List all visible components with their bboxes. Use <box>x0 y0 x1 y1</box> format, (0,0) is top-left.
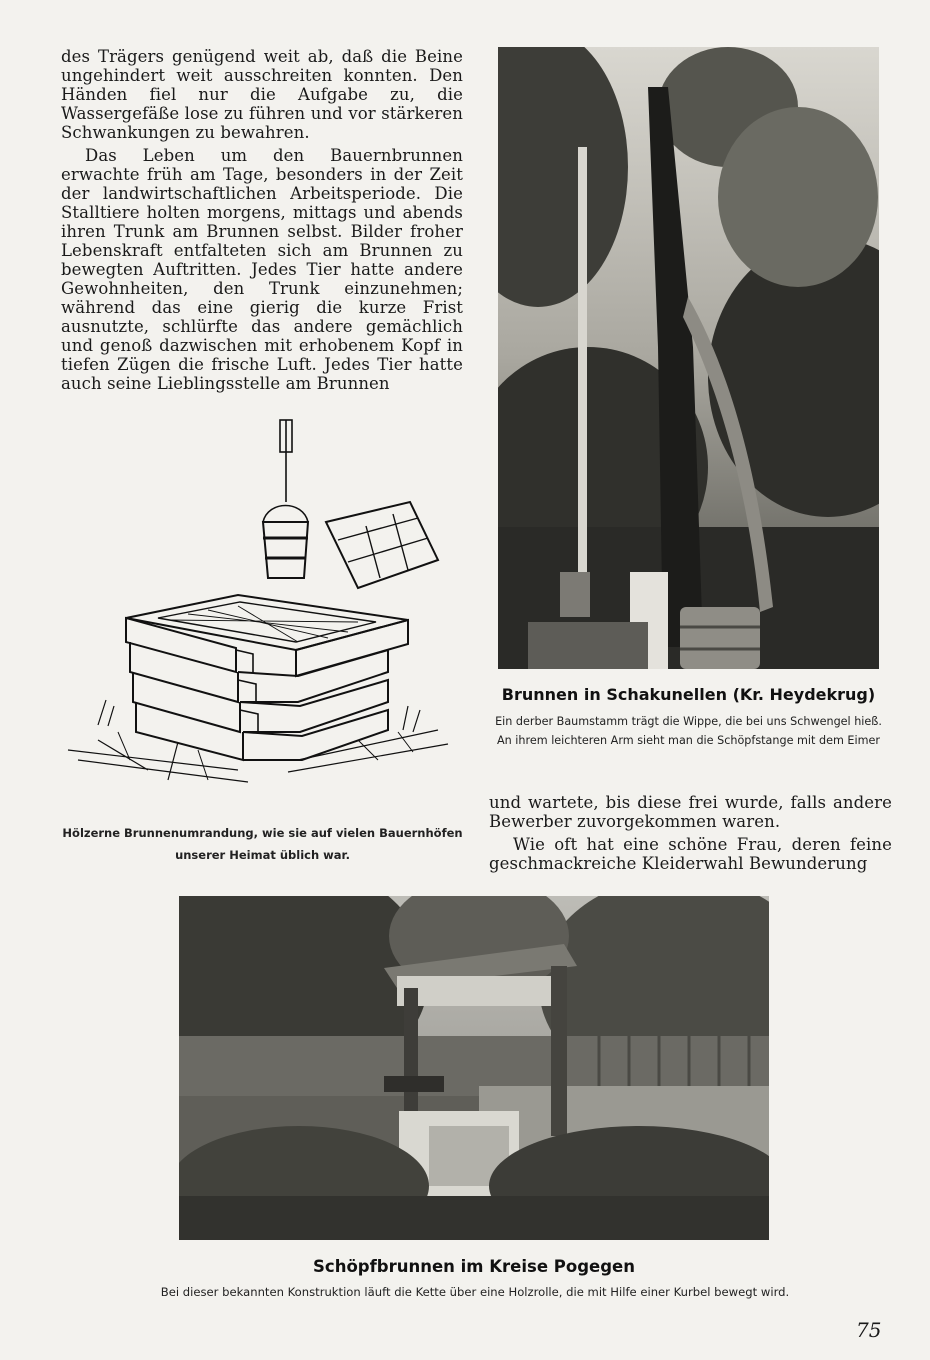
sketch-wooden-well-drawing <box>58 410 466 810</box>
left-column-text <box>61 47 463 397</box>
sketch-caption: Hölzerne Brunnenumrandung, wie sie auf vielen Bauernhöfen unserer Heimat üblich war. <box>62 826 463 862</box>
paragraph: des Trägers genügend weit ab, daß die Beine ungehindert weit ausschreiten konnten. Den Händen fiel nur die Aufgabe zu, die Wassergefäße lose zu führen und vor stärkeren Schwankungen zu bewahren. <box>61 47 463 142</box>
right-column-text <box>489 793 892 877</box>
paragraph: Das Leben um den Bauernbrunnen erwachte früh am Tage, besonders in der Zeit der landwirtschaftlichen Arbeitsperiode. Die Stalltiere holten morgens, mittags und abends ihren Trunk am Brunnen selbst. Bilder froher Lebenskraft entfalteten sich am Brunnen zu bewegten Auftritten. Jedes Tier hatte andere Gewohnheiten, den Trunk einzunehmen; während das eine gierig die kurze Frist ausnutzte, schlürfte das andere gemächlich und genoß dazwischen mit erhobenem Kopf in tiefen Zügen die frische Luft. Jedes Tier hatte auch seine Lieblingsstelle am Brunnen <box>61 146 463 393</box>
page-number: 75 <box>856 1318 882 1342</box>
photo-draw-well <box>179 896 769 1240</box>
photo-bottom-caption-body: Bei dieser bekannten Konstruktion läuft die Kette über eine Holzrolle, die mit Hilfe einer Kurbel bewegt wird. <box>160 1285 790 1299</box>
photo-bottom-caption-title: Schöpfbrunnen im Kreise Pogegen <box>313 1257 635 1276</box>
photo-sweep-well-image <box>498 47 879 669</box>
photo-draw-well-image <box>179 896 769 1240</box>
photo-sweep-well <box>498 47 879 669</box>
photo-top-caption-title: Brunnen in Schakunellen (Kr. Heydekrug) <box>501 685 876 704</box>
photo-top-caption-body: Ein derber Baumstamm trägt die Wippe, die bei uns Schwengel hieß. An ihrem leichteren Arm sieht man die Schöpfstange mit dem Eimer <box>495 715 882 747</box>
paragraph: Wie oft hat eine schöne Frau, deren feine geschmackreiche Kleiderwahl Bewunderung <box>489 835 892 873</box>
sketch-wooden-well <box>58 410 466 810</box>
paragraph: und wartete, bis diese frei wurde, falls andere Bewerber zuvorgekommen waren. <box>489 793 892 831</box>
